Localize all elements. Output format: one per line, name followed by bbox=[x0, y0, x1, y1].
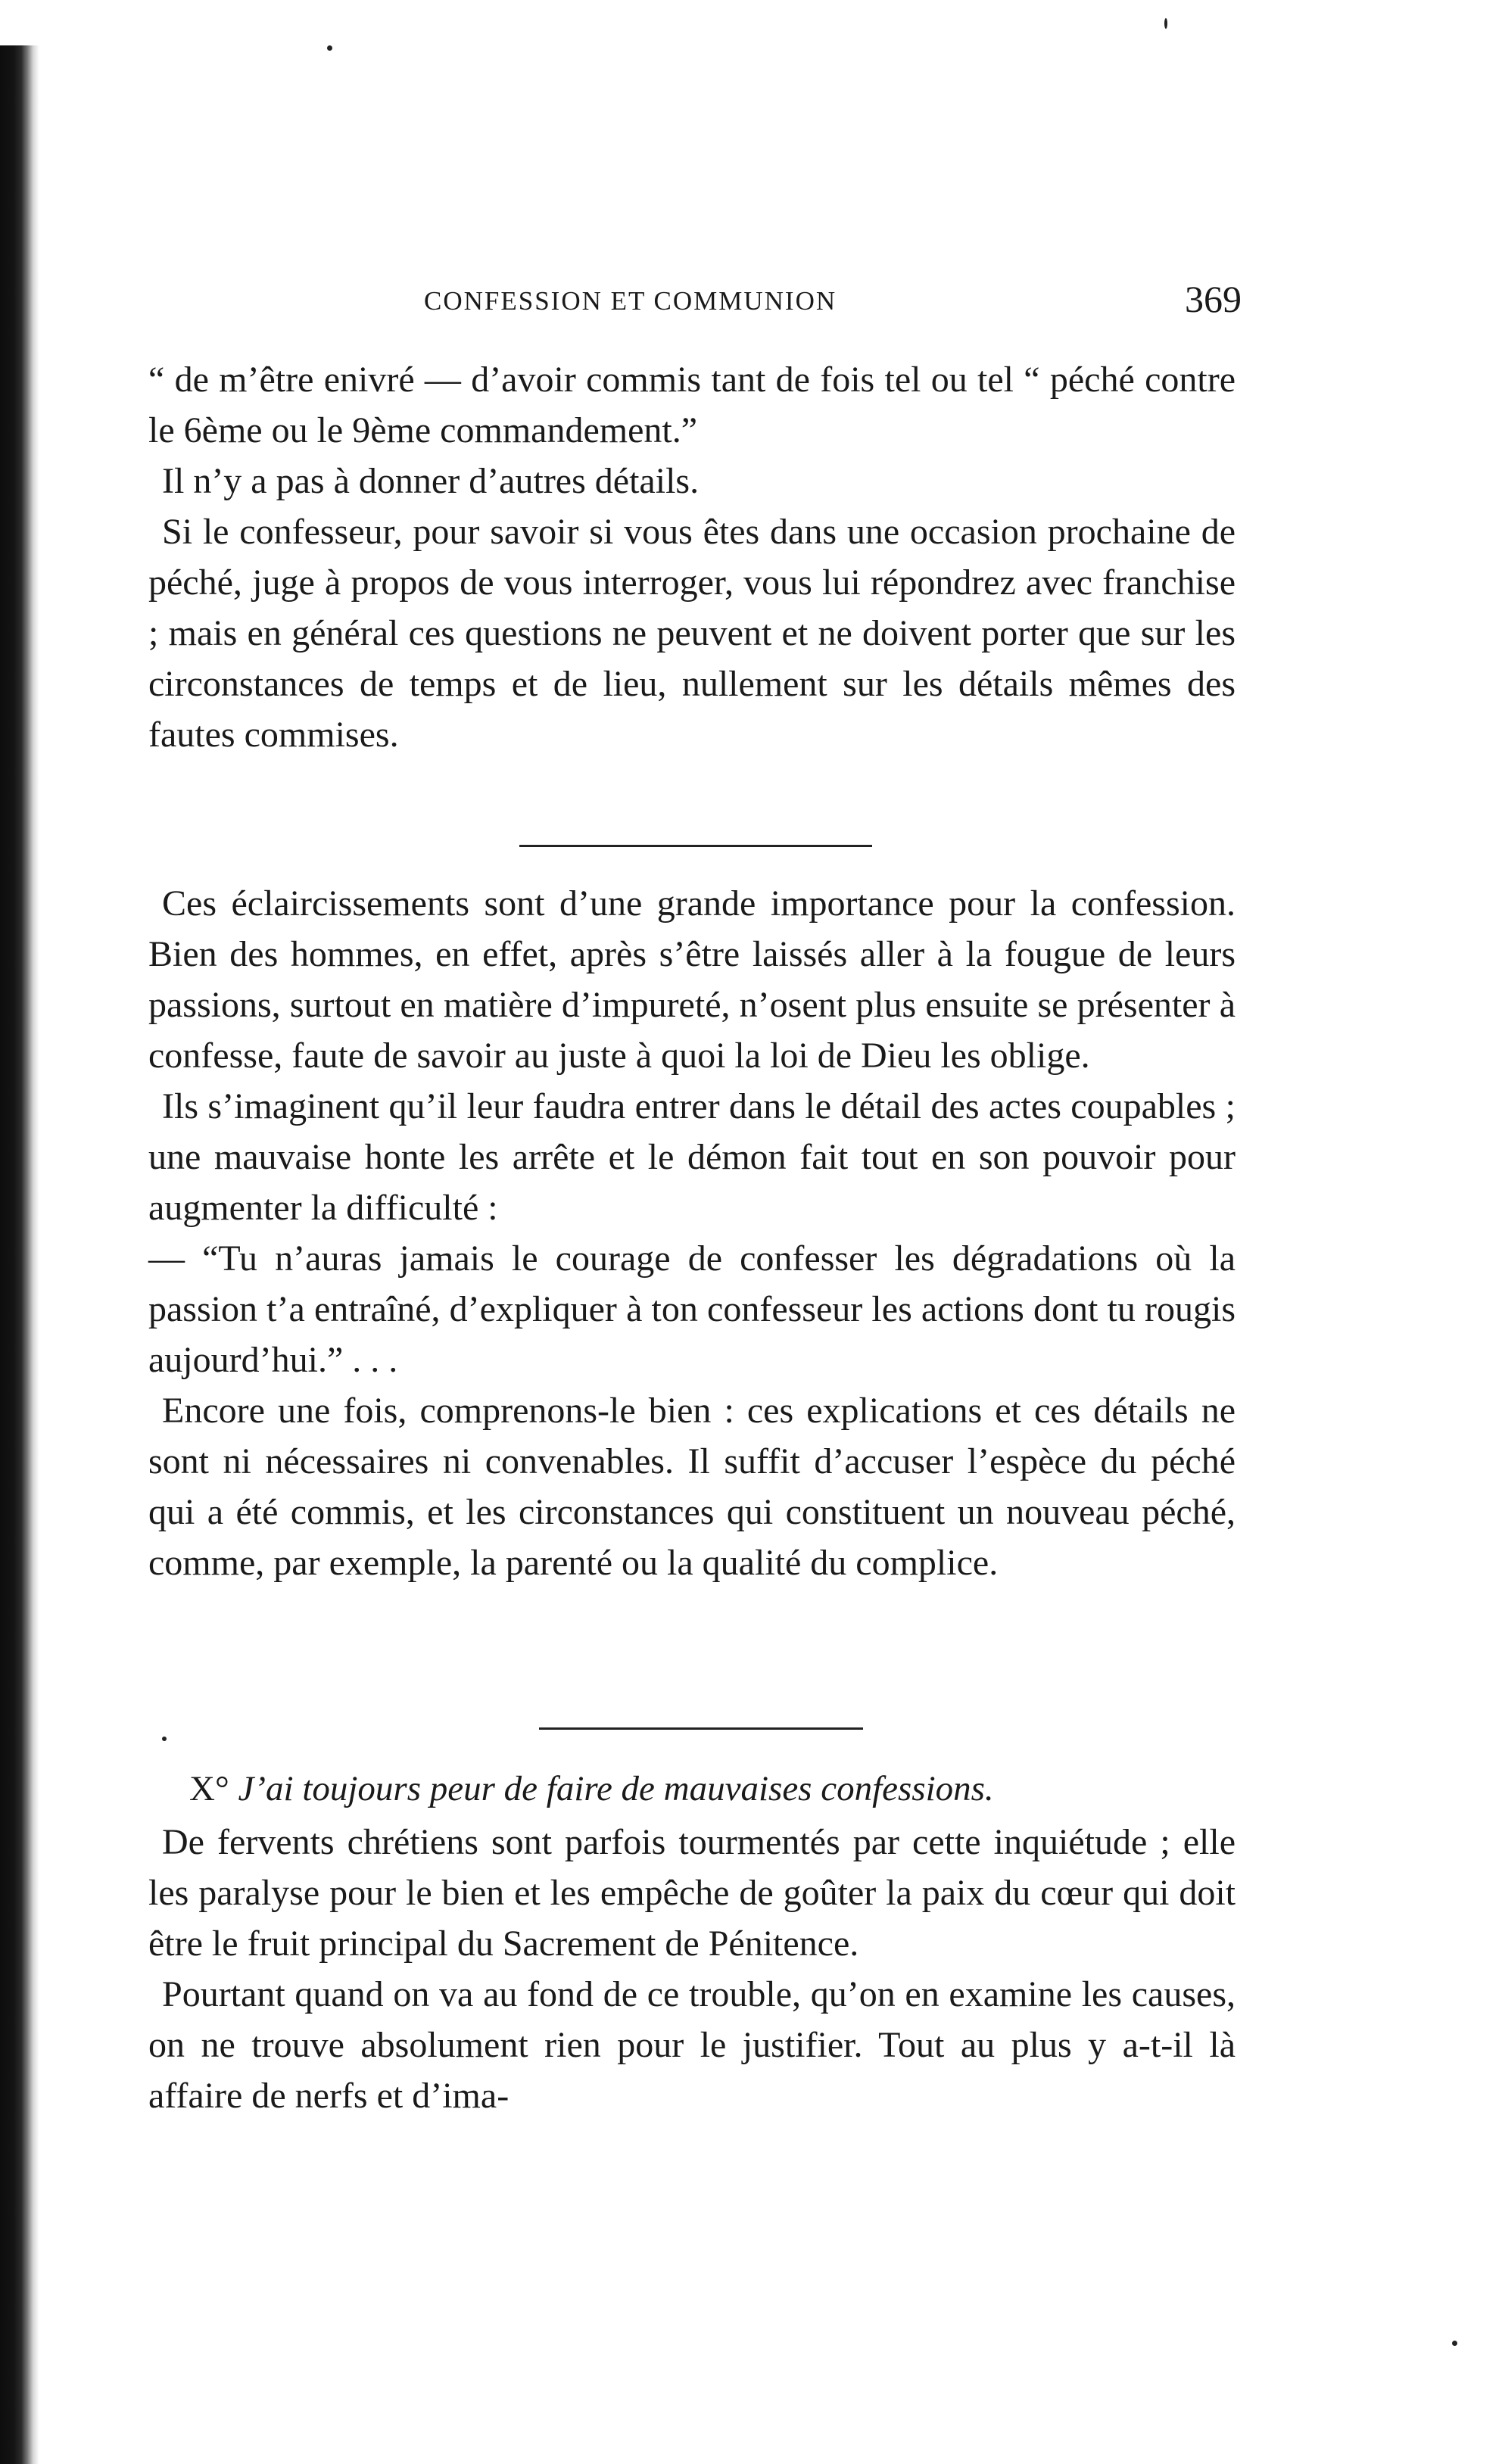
section-heading bbox=[189, 1768, 994, 1809]
scan-speck bbox=[1452, 2341, 1457, 2346]
paragraph: Il n’y a pas à donner d’autres détails. bbox=[162, 461, 700, 501]
page-binding-edge bbox=[0, 45, 39, 2464]
running-title: CONFESSION ET COMMUNION bbox=[424, 286, 837, 316]
paragraph: Ces éclaircissements sont d’une grande importance pour la confession. Bien des hommes, en effet, après s’être laissés aller à la fougue de leurs passions, surtout en matière d’impureté, n’osent plus ensuite se présenter à confesse, faute de savoir au juste à quoi la loi de Dieu les oblige. bbox=[148, 883, 1236, 1076]
section-separator bbox=[519, 845, 872, 847]
paragraph: Pourtant quand on va au fond de ce trouble, qu’on en examine les causes, on ne trouve absolument rien pour le justifier. Tout au plus y a-t-il là affaire de nerfs et d’ima- bbox=[148, 1974, 1236, 2116]
section-title: J’ai toujours peur de faire de mauvaises confessions. bbox=[238, 1769, 994, 1808]
text-block-1 bbox=[148, 354, 1236, 760]
quoted-paragraph: — “Tu n’auras jamais le courage de confesser les dégradations où la passion t’a entraîné, d’expliquer à ton confesseur les actions dont tu rougis aujourd’hui.” . . . bbox=[148, 1238, 1236, 1380]
scan-speck bbox=[162, 1737, 167, 1741]
scan-speck bbox=[327, 45, 332, 51]
text-block-3 bbox=[148, 1817, 1236, 2121]
page-number: 369 bbox=[1185, 278, 1242, 320]
section-separator bbox=[539, 1727, 863, 1730]
paragraph: Ils s’imaginent qu’il leur faudra entrer dans le détail des actes coupables ; une mauvaise honte les arrête et le démon fait tout en son pouvoir pour augmenter la difficulté : bbox=[148, 1086, 1236, 1228]
scan-speck bbox=[1164, 18, 1167, 29]
section-number: X° bbox=[189, 1769, 229, 1808]
text-block-2 bbox=[148, 878, 1236, 1588]
paragraph: Si le confesseur, pour savoir si vous êtes dans une occasion prochaine de péché, juge à propos de vous interroger, vous lui répondrez avec franchise ; mais en général ces questions ne peuvent et ne doivent porter que sur les circonstances de temps et de lieu, nullement sur les détails mêmes des fautes commises. bbox=[148, 512, 1236, 755]
paragraph: De fervents chrétiens sont parfois tourmentés par cette inquiétude ; elle les paralyse pour le bien et les empêche de goûter la paix du cœur qui doit être le fruit principal du Sacrement de Pénitence. bbox=[148, 1822, 1236, 1964]
quoted-paragraph: “ de m’être enivré — d’avoir commis tant de fois tel ou tel “ péché contre le 6ème ou le 9ème commandement.” bbox=[148, 360, 1236, 450]
page-header bbox=[424, 273, 1242, 326]
paragraph: Encore une fois, comprenons-le bien : ces explications et ces détails ne sont ni nécessaires ni convenables. Il suffit d’accuser l’espèce du péché qui a été commis, et les circonstances qui constituent un nouveau péché, comme, par exemple, la parenté ou la qualité du complice. bbox=[148, 1391, 1236, 1583]
